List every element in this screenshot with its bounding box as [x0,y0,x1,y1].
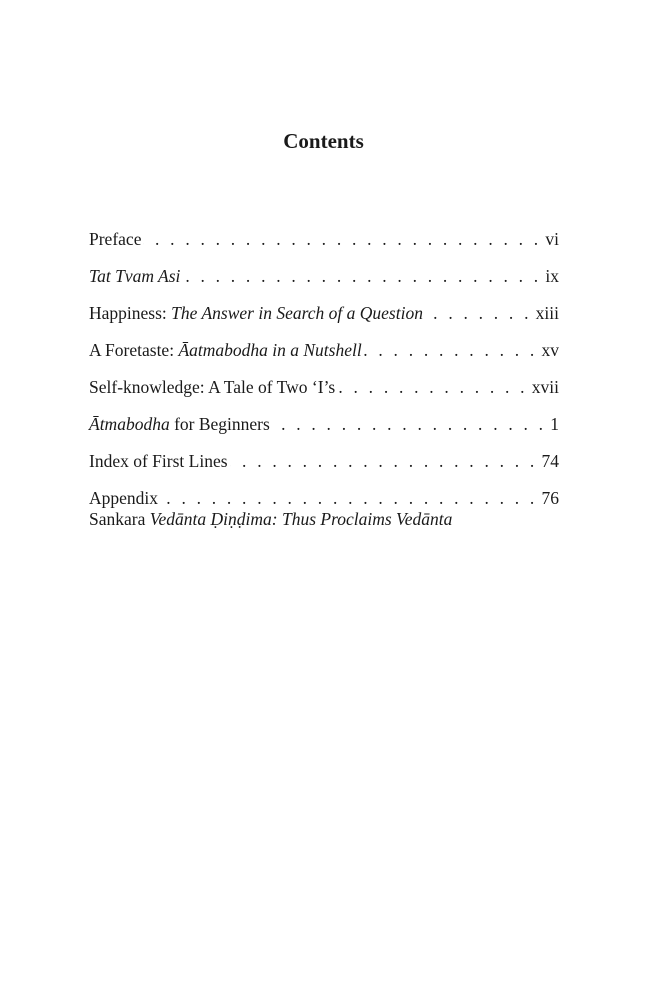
toc-page-number: 1 [550,414,559,434]
toc-page-number: ix [545,266,559,286]
table-of-contents [89,226,559,529]
toc-page-number: 74 [541,451,559,471]
toc-entry-foretaste[interactable] [89,337,559,374]
toc-entry-happiness[interactable] [89,300,559,337]
toc-entry-title: Index of First Lines [89,451,228,471]
toc-entry-tat-tvam-asi[interactable] [89,263,559,300]
toc-page-number: 76 [541,488,559,508]
toc-entry-self-knowledge[interactable] [89,374,559,411]
toc-entry-preface[interactable] [89,226,559,263]
dot-leader [337,374,528,400]
dot-leader [272,411,546,437]
toc-entry-title: Self-knowledge: A Tale of Two ‘I’s [89,377,336,397]
dot-leader [182,263,541,289]
dot-leader [364,337,538,363]
toc-entry-atmabodha-beginners[interactable] [89,411,559,448]
dot-leader [230,448,538,474]
toc-entry-appendix[interactable] [89,485,559,529]
toc-page-number: xv [541,340,559,360]
toc-entry-title: A Foretaste: Āatmabodha in a Nutshell [89,340,362,360]
toc-page-number: xiii [535,303,559,323]
toc-page-number: xvii [531,377,559,397]
dot-leader [425,300,532,326]
dot-leader [143,226,541,252]
toc-entry-title: Appendix [89,488,159,508]
toc-entry-title: Tat Tvam Asi [89,266,181,286]
toc-entry-title: Ātmabodha for Beginners [89,414,270,434]
toc-entry-title: Preface [89,229,142,249]
toc-entry-title: Happiness: The Answer in Search of a Question [89,303,423,323]
page-title: Contents [283,129,364,153]
toc-entry-subtitle: Sankara Vedānta Ḍiṇḍima: Thus Proclaims Vedānta [89,509,453,529]
toc-entry-index-first-lines[interactable] [89,448,559,485]
toc-page-number: vi [545,229,559,249]
